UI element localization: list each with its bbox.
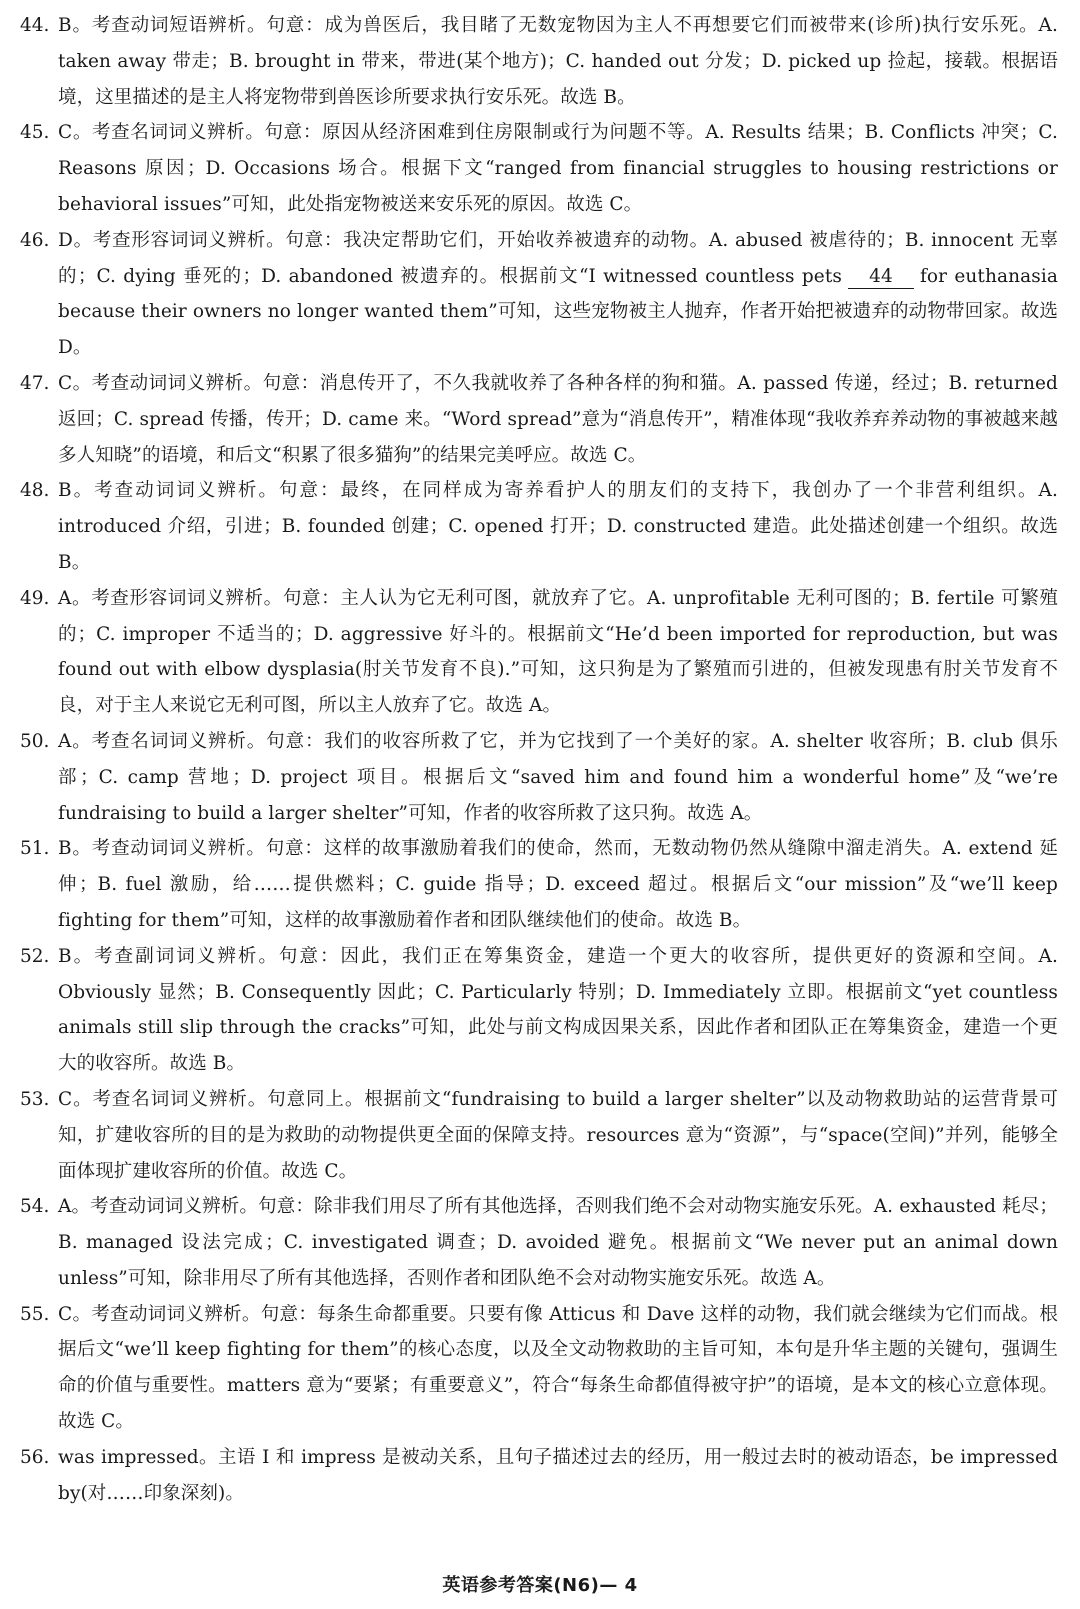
answer-explanation: C。考查动词词义辨析。句意：每条生命都重要。只要有像 Atticus 和 Dave 这样的动物，我们就会继续为它们而战。根据后文“we’ll keep fighting for them”的核心态度，以及全文动物救助的主旨可知，本句是升华主题的关键句，强调生命的价值与重要性。matters 意为“要紧；有重要意义”，符合“每条生命都值得被守护”的语境，是本文的核心立意体现。故选 C。 (58, 1303, 1058, 1433)
answer-entry-53 (20, 1082, 1058, 1189)
item-number: 44. (20, 15, 50, 36)
answer-entry-49 (20, 581, 1058, 724)
answer-entry-46 (20, 223, 1058, 366)
answer-explanation: B。考查动词词义辨析。句意：这样的故事激励着我们的使命，然而，无数动物仍然从缝隙中溜走消失。A. extend 延伸；B. fuel 激励，给……提供燃料；C. guide 指导；D. exceed 超过。根据后文“our mission”及“we’ll keep fighting for them”可知，这样的故事激励着作者和团队继续他们的使命。故选 B。 (58, 838, 1058, 931)
answer-entry-56 (20, 1440, 1058, 1512)
answer-entry-44 (20, 8, 1058, 115)
answer-explanation: B。考查副词词义辨析。句意：因此，我们正在筹集资金，建造一个更大的收容所，提供更好的资源和空间。A. Obviously 显然；B. Consequently 因此；C. Particularly 特别；D. Immediately 立即。根据前文“yet countless animals still slip through the cracks”可知，此处与前文构成因果关系，因此作者和团队正在筹集资金，建造一个更大的收容所。故选 B。 (58, 945, 1058, 1075)
item-number: 52. (20, 945, 50, 967)
answer-explanation (58, 223, 1058, 366)
answer-entry-55 (20, 1297, 1058, 1440)
answer-entry-54 (20, 1189, 1058, 1296)
answer-explanation: was impressed。主语 I 和 impress 是被动关系，且句子描述过去的经历，用一般过去时的被动语态，be impressed by(对……印象深刻)。 (58, 1446, 1058, 1504)
explanation-part-b: for euthanasia because their owners no longer wanted them”可知，这些宠物被主人抛弃，作者开始把被遗弃的动物带回家。故选 D。 (58, 265, 1058, 359)
answer-explanation: B。考查动词短语辨析。句意：成为兽医后，我目睹了无数宠物因为主人不再想要它们而被带来(诊所)执行安乐死。A. taken away 带走；B. brought in 带来，带进(某个地方)；C. handed out 分发；D. picked up 捡起，接载。根据语境，这里描述的是主人将宠物带到兽医诊所要求执行安乐死。故选 B。 (58, 15, 1058, 108)
answer-explanation: A。考查形容词词义辨析。句意：主人认为它无利可图，就放弃了它。A. unprofitable 无利可图的；B. fertile 可繁殖的；C. improper 不适当的；D. aggressive 好斗的。根据前文“He’d been imported for reproduction, but was found out with elbow dysplasia(肘关节发育不良).”可知，这只狗是为了繁殖而引进的，但被发现患有肘关节发育不良，对于主人来说它无利可图，所以主人放弃了它。故选 A。 (58, 587, 1058, 717)
page-footer: 英语参考答案(N6)— 4 (442, 1575, 638, 1596)
item-number: 53. (20, 1088, 50, 1110)
item-number: 50. (20, 730, 50, 752)
explanation-part-a: D。考查形容词词义辨析。句意：我决定帮助它们，开始收养被遗弃的动物。A. abused 被虐待的；B. innocent 无辜的；C. dying 垂死的；D. abandoned 被遗弃的。根据前文“I witnessed countless pets (58, 229, 1058, 287)
item-number: 51. (20, 838, 50, 860)
item-number: 48. (20, 480, 50, 502)
answer-explanation: A。考查名词词义辨析。句意：我们的收容所救了它，并为它找到了一个美好的家。A. shelter 收容所；B. club 俱乐部；C. camp 营地；D. project 项目。根据后文“saved him and found him a wonderful home”及“we’re fundraising to build a larger shelter”可知，作者的收容所救了这只狗。故选 A。 (58, 730, 1058, 824)
item-number: 55. (20, 1303, 50, 1325)
blank-reference: 44 (848, 266, 914, 289)
answer-entry-52 (20, 939, 1058, 1082)
answer-explanation: C。考查名词词义辨析。句意同上。根据前文“fundraising to build a larger shelter”以及动物救助站的运营背景可知，扩建收容所的目的是为救助的动物提供更全面的保障支持。resources 意为“资源”，与“space(空间)”并列，能够全面体现扩建收容所的价值。故选 C。 (58, 1088, 1058, 1182)
answer-explanation: B。考查动词词义辨析。句意：最终，在同样成为寄养看护人的朋友们的支持下，我创办了一个非营利组织。A. introduced 介绍，引进；B. founded 创建；C. opened 打开；D. constructed 建造。此处描述创建一个组织。故选 B。 (58, 480, 1058, 573)
item-number: 46. (20, 229, 50, 251)
item-number: 54. (20, 1196, 50, 1218)
answer-entry-51 (20, 831, 1058, 938)
answer-explanation: A。考查动词词义辨析。句意：除非我们用尽了所有其他选择，否则我们绝不会对动物实施安乐死。A. exhausted 耗尽；B. managed 设法完成；C. investigated 调查；D. avoided 避免。根据前文“We never put an animal down unless”可知，除非用尽了所有其他选择，否则作者和团队绝不会对动物实施安乐死。故选 A。 (58, 1196, 1058, 1289)
answer-entry-50 (20, 724, 1058, 831)
answer-entry-47 (20, 366, 1058, 473)
answer-entry-45 (20, 115, 1058, 222)
answer-explanation: C。考查名词词义辨析。句意：原因从经济困难到住房限制或行为问题不等。A. Results 结果；B. Conflicts 冲突；C. Reasons 原因；D. Occasions 场合。根据下文“ranged from financial struggles to housing restrictions or behavioral issues”可知，此处指宠物被送来安乐死的原因。故选 C。 (58, 122, 1058, 215)
item-number: 49. (20, 587, 50, 609)
answer-entry-48 (20, 473, 1058, 580)
item-number: 56. (20, 1446, 50, 1468)
item-number: 47. (20, 372, 50, 394)
answer-explanation: C。考查动词词义辨析。句意：消息传开了，不久我就收养了各种各样的狗和猫。A. passed 传递，经过；B. returned 返回；C. spread 传播，传开；D. came 来。“Word spread”意为“消息传开”，精准体现“我收养弃养动物的事被越来越多人知晓”的语境，和后文“积累了很多猫狗”的结果完美呼应。故选 C。 (58, 372, 1058, 466)
item-number: 45. (20, 122, 50, 144)
